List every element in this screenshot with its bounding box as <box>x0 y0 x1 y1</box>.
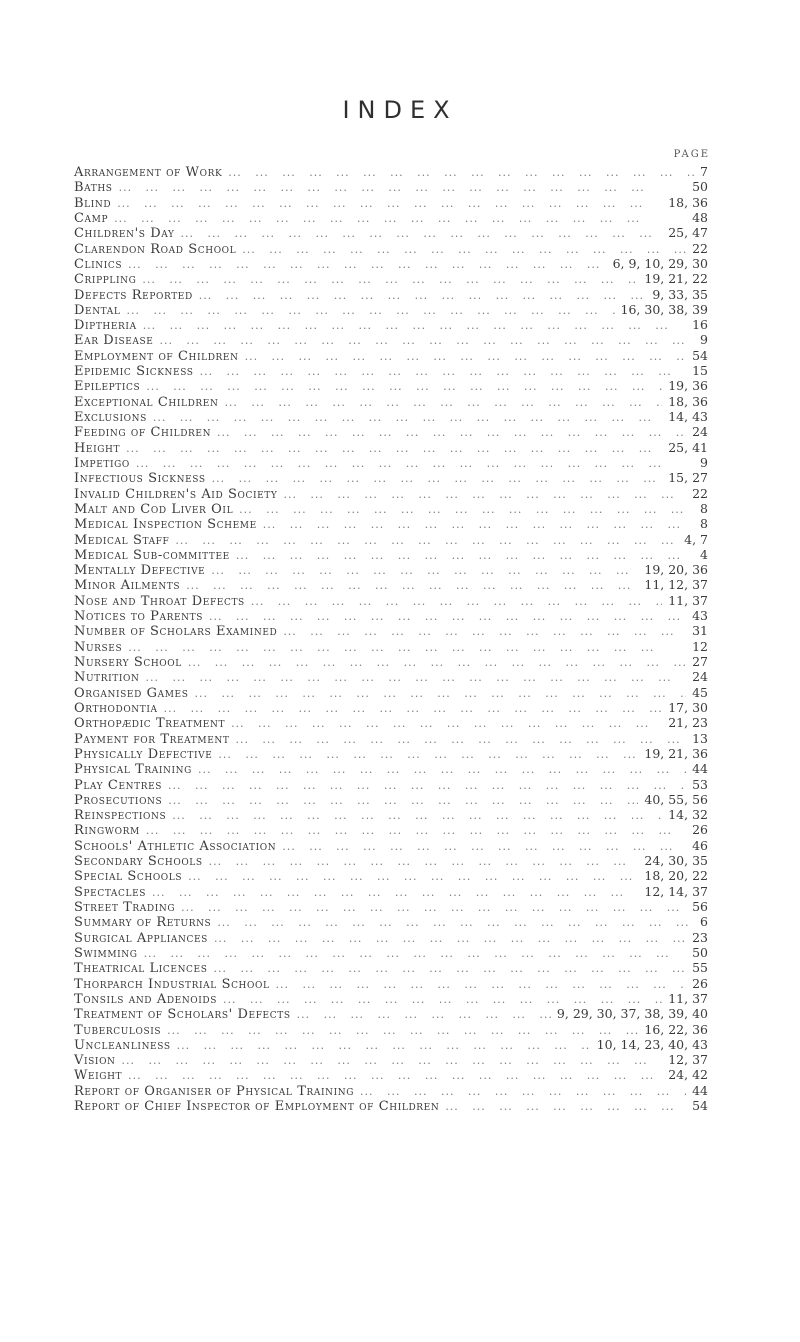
index-subject: Treatment of Scholars' Defects <box>74 1007 291 1023</box>
index-entry <box>74 409 708 424</box>
index-entry <box>74 761 708 776</box>
index-entry <box>74 715 708 730</box>
index-subject: Vision <box>74 1053 116 1069</box>
index-entry <box>74 532 708 547</box>
index-entries <box>74 164 708 1113</box>
dot-leader <box>276 977 687 992</box>
index-entry <box>74 822 708 837</box>
index-pages: 9, 33, 35 <box>652 286 708 302</box>
dot-leader <box>209 609 686 624</box>
index-subject: Surgical Appliances <box>74 930 208 946</box>
index-subject: Weight <box>74 1068 123 1084</box>
index-entry <box>74 777 708 792</box>
index-subject: Uncleanliness <box>74 1037 171 1053</box>
dot-leader <box>188 869 638 884</box>
index-subject: Invalid Children's Aid Society <box>74 486 278 502</box>
index-entry <box>74 241 708 256</box>
index-pages: 10, 14, 23, 40, 43 <box>596 1036 708 1052</box>
dot-leader <box>224 395 662 410</box>
index-pages: 50 <box>692 944 708 960</box>
dot-leader <box>181 226 663 241</box>
index-entry <box>74 746 708 761</box>
dot-leader <box>177 1038 591 1053</box>
index-entry <box>74 669 708 684</box>
index-pages: 16, 30, 38, 39 <box>620 301 708 317</box>
index-subject: Physical Training <box>74 762 192 778</box>
index-subject: Special Schools <box>74 869 183 885</box>
index-pages: 19, 21, 22 <box>644 271 708 287</box>
dot-leader <box>231 716 662 731</box>
index-subject: Nose and Throat Defects <box>74 593 245 609</box>
index-subject: Camp <box>74 210 109 226</box>
index-subject: Prosecutions <box>74 792 163 808</box>
dot-leader <box>188 655 686 670</box>
page-title: INDEX <box>342 96 458 124</box>
index-pages: 44 <box>692 761 708 777</box>
dot-leader <box>164 701 663 716</box>
index-entry <box>74 838 708 853</box>
index-entry <box>74 1037 708 1052</box>
dot-leader <box>223 992 662 1007</box>
index-subject: Spectacles <box>74 884 147 900</box>
index-subject: Thorparch Industrial School <box>74 976 270 992</box>
index-subject: Organised Games <box>74 685 189 701</box>
index-pages: 8 <box>700 516 708 532</box>
dot-leader <box>211 563 638 578</box>
index-entry <box>74 378 708 393</box>
index-pages: 12 <box>692 638 708 654</box>
index-subject: Tonsils and Adenoids <box>74 991 218 1007</box>
dot-leader <box>122 1053 663 1068</box>
index-subject: Exceptional Children <box>74 394 219 410</box>
index-pages: 13 <box>692 730 708 746</box>
index-subject: Clinics <box>74 256 123 272</box>
dot-leader <box>172 808 662 823</box>
index-pages: 25, 41 <box>668 439 708 455</box>
index-entry <box>74 930 708 945</box>
index-subject: Swimming <box>74 945 138 961</box>
dot-leader <box>117 196 662 211</box>
index-subject: Nursery School <box>74 655 182 670</box>
index-subject: Exclusions <box>74 410 147 425</box>
index-subject: Defects Reported <box>74 287 193 303</box>
dot-leader <box>146 379 662 394</box>
dot-leader <box>136 456 694 471</box>
index-entry <box>74 868 708 883</box>
index-entry <box>74 424 708 439</box>
index-entry <box>74 899 708 914</box>
index-entry <box>74 792 708 807</box>
dot-leader <box>199 288 647 303</box>
index-subject: Impetigo <box>74 455 130 471</box>
index-pages: 14, 32 <box>668 807 708 823</box>
index-pages: 24, 30, 35 <box>644 853 708 869</box>
index-pages: 15, 27 <box>668 470 708 486</box>
index-pages: 50 <box>692 179 708 195</box>
index-entry <box>74 914 708 929</box>
index-subject: Orthodontia <box>74 700 158 716</box>
index-entry <box>74 623 708 638</box>
index-pages: 44 <box>692 1082 708 1098</box>
index-pages: 6, 9, 10, 29, 30 <box>612 255 708 271</box>
dot-leader <box>282 839 686 854</box>
index-subject: Crippling <box>74 272 137 288</box>
index-subject: Summary of Returns <box>74 915 212 931</box>
index-subject: Minor Ailments <box>74 578 181 594</box>
index-entry <box>74 271 708 286</box>
index-subject: Report of Organiser of Physical Training <box>74 1083 355 1099</box>
index-subject: Epidemic Sickness <box>74 364 194 380</box>
index-subject: Baths <box>74 180 113 196</box>
index-pages: 15 <box>692 363 708 379</box>
index-entry <box>74 394 708 409</box>
index-subject: Medical Sub-committee <box>74 547 230 563</box>
index-entry <box>74 1006 708 1021</box>
index-pages: 27 <box>692 654 708 669</box>
index-pages: 24 <box>692 669 708 685</box>
index-pages: 9 <box>700 332 708 348</box>
index-subject: Feeding of Children <box>74 425 212 441</box>
dot-leader <box>144 946 687 961</box>
index-entry <box>74 593 708 608</box>
index-pages: 9, 29, 30, 37, 38, 39, 40 <box>556 1006 708 1022</box>
dot-leader <box>213 961 686 976</box>
index-subject: Tuberculosis <box>74 1022 162 1038</box>
dot-leader <box>239 502 694 517</box>
index-subject: Schools' Athletic Association <box>74 838 277 854</box>
index-subject: Nutrition <box>74 670 140 686</box>
index-subject: Reinspections <box>74 808 167 824</box>
dot-leader <box>186 578 638 593</box>
dot-leader <box>245 349 687 364</box>
index-subject: Employment of Children <box>74 348 239 364</box>
index-pages: 31 <box>692 623 708 639</box>
index-entry <box>74 685 708 700</box>
dot-leader <box>168 793 638 808</box>
dot-leader <box>146 823 686 838</box>
index-subject: Arrangement of Work <box>74 165 223 180</box>
index-pages: 21, 23 <box>668 715 708 731</box>
index-pages: 16, 22, 36 <box>644 1021 708 1037</box>
index-entry <box>74 455 708 470</box>
index-entry <box>74 256 708 271</box>
dot-leader <box>152 885 638 900</box>
index-entry <box>74 210 708 225</box>
index-subject: Clarendon Road School <box>74 241 237 257</box>
index-entry <box>74 547 708 562</box>
dot-leader <box>143 318 686 333</box>
index-subject: Orthopædic Treatment <box>74 716 226 732</box>
index-entry <box>74 639 708 654</box>
index-entry <box>74 884 708 899</box>
index-pages: 22 <box>692 240 708 256</box>
dot-leader <box>212 471 663 486</box>
dot-leader <box>153 410 662 425</box>
index-subject: Dental <box>74 302 121 318</box>
index-subject: Malt and Cod Liver Oil <box>74 501 234 517</box>
dot-leader <box>242 242 686 257</box>
index-entry <box>74 731 708 746</box>
dot-leader <box>235 732 686 747</box>
index-pages: 56 <box>692 899 708 914</box>
dot-leader <box>360 1084 686 1099</box>
index-pages: 46 <box>692 837 708 853</box>
dot-leader <box>181 900 686 915</box>
index-pages: 8 <box>700 500 708 516</box>
index-entry <box>74 348 708 363</box>
dot-leader <box>142 272 638 287</box>
index-entry <box>74 1083 708 1098</box>
index-pages: 40, 55, 56 <box>644 791 708 807</box>
index-pages: 23 <box>692 929 708 945</box>
index-entry <box>74 654 708 669</box>
index-subject: Play Centres <box>74 777 163 793</box>
index-entry <box>74 363 708 378</box>
index-subject: Medical Inspection Scheme <box>74 517 257 533</box>
index-pages: 26 <box>692 975 708 991</box>
dot-leader <box>251 594 662 609</box>
index-entry <box>74 195 708 210</box>
index-subject: Payment for Treatment <box>74 731 230 747</box>
index-pages: 24 <box>692 424 708 440</box>
index-entry <box>74 807 708 822</box>
index-entry <box>74 486 708 501</box>
index-pages: 48 <box>692 209 708 225</box>
index-pages: 17, 30 <box>668 699 708 715</box>
dot-leader <box>119 180 687 195</box>
index-subject: Blind <box>74 195 112 211</box>
index-pages: 19, 20, 36 <box>644 562 708 578</box>
index-pages: 43 <box>692 608 708 624</box>
index-pages: 54 <box>692 347 708 363</box>
index-entry <box>74 164 708 179</box>
dot-leader <box>200 364 687 379</box>
index-pages: 16 <box>692 317 708 333</box>
index-subject: Children's Day <box>74 226 175 242</box>
index-pages: 7 <box>700 164 708 179</box>
index-pages: 19, 36 <box>668 378 708 394</box>
dot-leader <box>263 517 694 532</box>
index-entry <box>74 440 708 455</box>
dot-leader <box>128 257 606 272</box>
dot-leader <box>217 915 694 930</box>
index-subject: Mentally Defective <box>74 563 206 579</box>
index-entry <box>74 302 708 317</box>
index-pages: 55 <box>692 960 708 976</box>
index-entry <box>74 1098 708 1113</box>
index-entry <box>74 853 708 868</box>
index-entry <box>74 700 708 715</box>
index-entry <box>74 562 708 577</box>
index-pages: 18, 20, 22 <box>644 868 708 884</box>
index-entry <box>74 287 708 302</box>
index-subject: Infectious Sickness <box>74 471 206 487</box>
index-entry <box>74 945 708 960</box>
index-entry <box>74 1052 708 1067</box>
index-entry <box>74 332 708 347</box>
index-subject: Medical Staff <box>74 532 170 548</box>
index-entry <box>74 976 708 991</box>
index-pages: 45 <box>692 684 708 700</box>
dot-leader <box>198 762 686 777</box>
index-pages: 18, 36 <box>668 393 708 409</box>
index-entry <box>74 960 708 975</box>
index-subject: Street Trading <box>74 900 176 915</box>
index-pages: 9 <box>700 454 708 470</box>
dot-leader <box>283 624 686 639</box>
dot-leader <box>167 1023 638 1038</box>
index-pages: 18, 36 <box>668 194 708 210</box>
dot-leader <box>228 165 694 180</box>
dot-leader <box>126 303 614 318</box>
dot-leader <box>114 211 686 226</box>
index-subject: Ear Disease <box>74 333 154 349</box>
dot-leader <box>175 533 678 548</box>
index-entry <box>74 1022 708 1037</box>
dot-leader <box>128 640 686 655</box>
index-pages: 22 <box>692 485 708 501</box>
index-entry <box>74 577 708 592</box>
index-pages: 19, 21, 36 <box>644 745 708 761</box>
dot-leader <box>445 1099 686 1114</box>
index-subject: Notices to Parents <box>74 609 204 625</box>
index-pages: 11, 37 <box>668 990 708 1006</box>
index-pages: 6 <box>700 914 708 930</box>
index-subject: Ringworm <box>74 823 140 839</box>
index-pages: 24, 42 <box>668 1067 708 1083</box>
index-pages: 12, 14, 37 <box>644 883 708 899</box>
index-pages: 12, 37 <box>668 1052 708 1068</box>
index-pages: 25, 47 <box>668 225 708 241</box>
index-subject: Nurses <box>74 639 123 655</box>
dot-leader <box>126 441 662 456</box>
index-subject: Height <box>74 440 121 456</box>
index-pages: 54 <box>692 1098 708 1114</box>
dot-leader <box>236 548 694 563</box>
index-subject: Number of Scholars Examined <box>74 624 278 640</box>
index-pages: 14, 43 <box>668 409 708 424</box>
index-entry <box>74 501 708 516</box>
dot-leader <box>146 670 687 685</box>
dot-leader <box>217 425 686 440</box>
dot-leader <box>128 1068 662 1083</box>
dot-leader <box>297 1007 551 1022</box>
index-subject: Physically Defective <box>74 746 213 762</box>
dot-leader <box>283 487 686 502</box>
dot-leader <box>209 854 639 869</box>
dot-leader <box>194 686 686 701</box>
index-entry <box>74 608 708 623</box>
index-entry <box>74 317 708 332</box>
index-entry <box>74 991 708 1006</box>
dot-leader <box>168 778 686 793</box>
dot-leader <box>159 333 694 348</box>
index-subject: Report of Chief Inspector of Employment of Children <box>74 1099 440 1115</box>
index-subject: Diptheria <box>74 318 137 334</box>
dot-leader <box>218 747 638 762</box>
index-entry <box>74 470 708 485</box>
index-entry <box>74 225 708 240</box>
index-pages: 26 <box>692 822 708 838</box>
dot-leader <box>214 931 686 946</box>
index-pages: 4 <box>700 546 708 562</box>
index-pages: 4, 7 <box>684 531 708 547</box>
index-subject: Epileptics <box>74 379 141 395</box>
index-pages: 11, 12, 37 <box>644 577 708 593</box>
index-pages: 11, 37 <box>668 592 708 608</box>
index-entry <box>74 516 708 531</box>
index-entry <box>74 1067 708 1082</box>
index-subject: Secondary Schools <box>74 854 203 870</box>
page-column-label: PAGE <box>673 149 710 160</box>
index-subject: Theatrical Licences <box>74 961 208 977</box>
index-pages: 53 <box>692 776 708 792</box>
index-entry <box>74 179 708 194</box>
